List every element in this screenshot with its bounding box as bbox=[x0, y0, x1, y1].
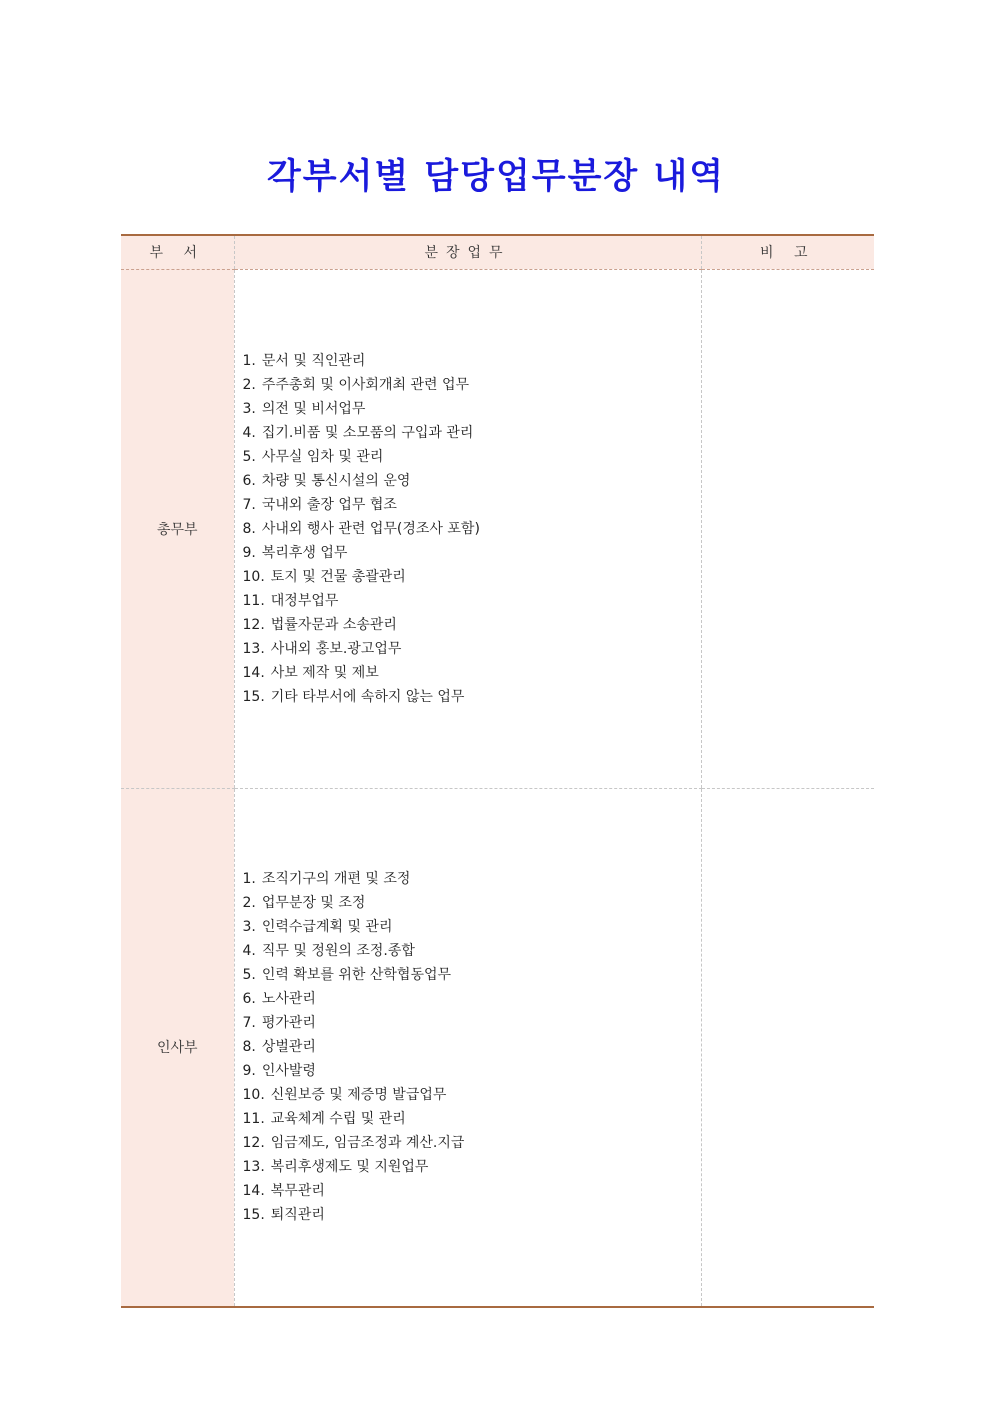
duty-item bbox=[243, 373, 701, 397]
duty-item bbox=[243, 1179, 701, 1203]
duty-text: 평가관리 bbox=[261, 1015, 316, 1032]
duty-item bbox=[243, 565, 701, 589]
duty-item bbox=[243, 421, 701, 445]
table-row-general-affairs bbox=[121, 269, 874, 788]
duty-text: 대정부업무 bbox=[270, 592, 339, 609]
duty-text: 상벌관리 bbox=[261, 1039, 316, 1056]
header-remarks: 비 고 bbox=[701, 235, 874, 269]
duty-text: 인력수급계획 및 관리 bbox=[261, 919, 393, 936]
duty-number: 4. bbox=[242, 424, 256, 441]
duty-text: 인사발령 bbox=[261, 1063, 316, 1080]
duty-number: 10. bbox=[242, 568, 265, 585]
duty-text: 인력 확보를 위한 산학협동업무 bbox=[261, 967, 452, 984]
duty-text: 법률자문과 소송관리 bbox=[270, 616, 397, 633]
duty-text: 교육체계 수립 및 관리 bbox=[270, 1111, 406, 1128]
duty-text: 복무관리 bbox=[270, 1183, 325, 1200]
duty-text: 주주총회 및 이사회개최 관련 업무 bbox=[261, 376, 469, 393]
duty-text: 조직기구의 개편 및 조정 bbox=[261, 871, 411, 888]
duty-text: 집기.비품 및 소모품의 구입과 관리 bbox=[261, 424, 474, 441]
dept-cell: 총무부 bbox=[121, 269, 234, 788]
duty-number: 3. bbox=[242, 400, 256, 417]
duty-number: 7. bbox=[242, 496, 256, 513]
duty-item bbox=[243, 589, 701, 613]
duty-number: 2. bbox=[242, 376, 256, 393]
duty-item bbox=[243, 987, 701, 1011]
duty-number: 12. bbox=[242, 616, 265, 633]
duty-item bbox=[243, 685, 701, 709]
duty-number: 6. bbox=[242, 991, 256, 1008]
duty-text: 임금제도, 임금조정과 계산.지급 bbox=[270, 1135, 465, 1152]
table-row-personnel bbox=[121, 788, 874, 1307]
duty-text: 사보 제작 및 제보 bbox=[270, 664, 379, 681]
duty-item bbox=[243, 1107, 701, 1131]
duty-item bbox=[243, 613, 701, 637]
duty-number: 1. bbox=[242, 871, 256, 888]
duty-item bbox=[243, 1011, 701, 1035]
duty-number: 14. bbox=[242, 1183, 265, 1200]
duty-number: 5. bbox=[242, 448, 256, 465]
duty-number: 9. bbox=[242, 1063, 256, 1080]
duty-number: 13. bbox=[242, 1159, 265, 1176]
duty-item bbox=[243, 469, 701, 493]
duty-text: 차량 및 통신시설의 운영 bbox=[261, 472, 411, 489]
duty-item bbox=[243, 541, 701, 565]
remarks-cell bbox=[701, 788, 874, 1307]
duty-item bbox=[243, 445, 701, 469]
dept-cell: 인사부 bbox=[121, 788, 234, 1307]
duty-text: 노사관리 bbox=[261, 991, 316, 1008]
duty-text: 기타 타부서에 속하지 않는 업무 bbox=[270, 688, 465, 705]
duty-text: 문서 및 직인관리 bbox=[261, 352, 366, 369]
duty-number: 11. bbox=[242, 1111, 265, 1128]
duty-text: 사내외 홍보.광고업무 bbox=[270, 640, 402, 657]
duty-number: 8. bbox=[242, 1039, 256, 1056]
duty-list bbox=[243, 349, 701, 709]
duty-text: 토지 및 건물 총괄관리 bbox=[270, 568, 406, 585]
header-department: 부 서 bbox=[121, 235, 234, 269]
duty-number: 10. bbox=[242, 1087, 265, 1104]
duty-item bbox=[243, 1131, 701, 1155]
duty-item bbox=[243, 939, 701, 963]
duty-number: 13. bbox=[242, 640, 265, 657]
duty-text: 퇴직관리 bbox=[270, 1207, 325, 1224]
remarks-cell bbox=[701, 269, 874, 788]
duties-cell bbox=[234, 269, 701, 788]
duty-number: 8. bbox=[242, 520, 256, 537]
duty-text: 국내외 출장 업무 협조 bbox=[261, 496, 397, 513]
duty-assignment-table bbox=[121, 234, 874, 1308]
duty-item bbox=[243, 661, 701, 685]
duty-number: 9. bbox=[242, 544, 256, 561]
duty-item bbox=[243, 1203, 701, 1227]
table-header-row bbox=[121, 235, 874, 269]
duty-text: 의전 및 비서업무 bbox=[261, 400, 366, 417]
duty-number: 7. bbox=[242, 1015, 256, 1032]
duty-item bbox=[243, 1035, 701, 1059]
duty-item bbox=[243, 867, 701, 891]
duty-number: 11. bbox=[242, 592, 265, 609]
duty-item bbox=[243, 493, 701, 517]
duty-item bbox=[243, 1059, 701, 1083]
duty-list bbox=[243, 867, 701, 1227]
duty-number: 14. bbox=[242, 664, 265, 681]
duty-item bbox=[243, 517, 701, 541]
duty-text: 직무 및 정원의 조정.종합 bbox=[261, 943, 415, 960]
duty-number: 4. bbox=[242, 943, 256, 960]
duty-text: 복리후생 업무 bbox=[261, 544, 348, 561]
duty-number: 5. bbox=[242, 967, 256, 984]
duty-number: 3. bbox=[242, 919, 256, 936]
duty-number: 1. bbox=[242, 352, 256, 369]
duty-item bbox=[243, 1083, 701, 1107]
duty-item bbox=[243, 1155, 701, 1179]
duty-item bbox=[243, 891, 701, 915]
duty-item bbox=[243, 637, 701, 661]
duty-item bbox=[243, 963, 701, 987]
duties-cell bbox=[234, 788, 701, 1307]
duty-number: 12. bbox=[242, 1135, 265, 1152]
duty-number: 2. bbox=[242, 895, 256, 912]
duty-number: 6. bbox=[242, 472, 256, 489]
duty-number: 15. bbox=[242, 688, 265, 705]
duty-item bbox=[243, 349, 701, 373]
duty-item bbox=[243, 397, 701, 421]
page-title: 각부서별 담당업무분장 내역 bbox=[266, 157, 726, 198]
duty-text: 신원보증 및 제증명 발급업무 bbox=[270, 1087, 447, 1104]
duty-item bbox=[243, 915, 701, 939]
header-duties: 분장업무 bbox=[234, 235, 701, 269]
duty-text: 복리후생제도 및 지원업무 bbox=[270, 1159, 429, 1176]
duty-text: 사무실 임차 및 관리 bbox=[261, 448, 384, 465]
duty-text: 사내외 행사 관련 업무(경조사 포함) bbox=[261, 520, 480, 537]
duty-text: 업무분장 및 조정 bbox=[261, 895, 366, 912]
duty-number: 15. bbox=[242, 1207, 265, 1224]
